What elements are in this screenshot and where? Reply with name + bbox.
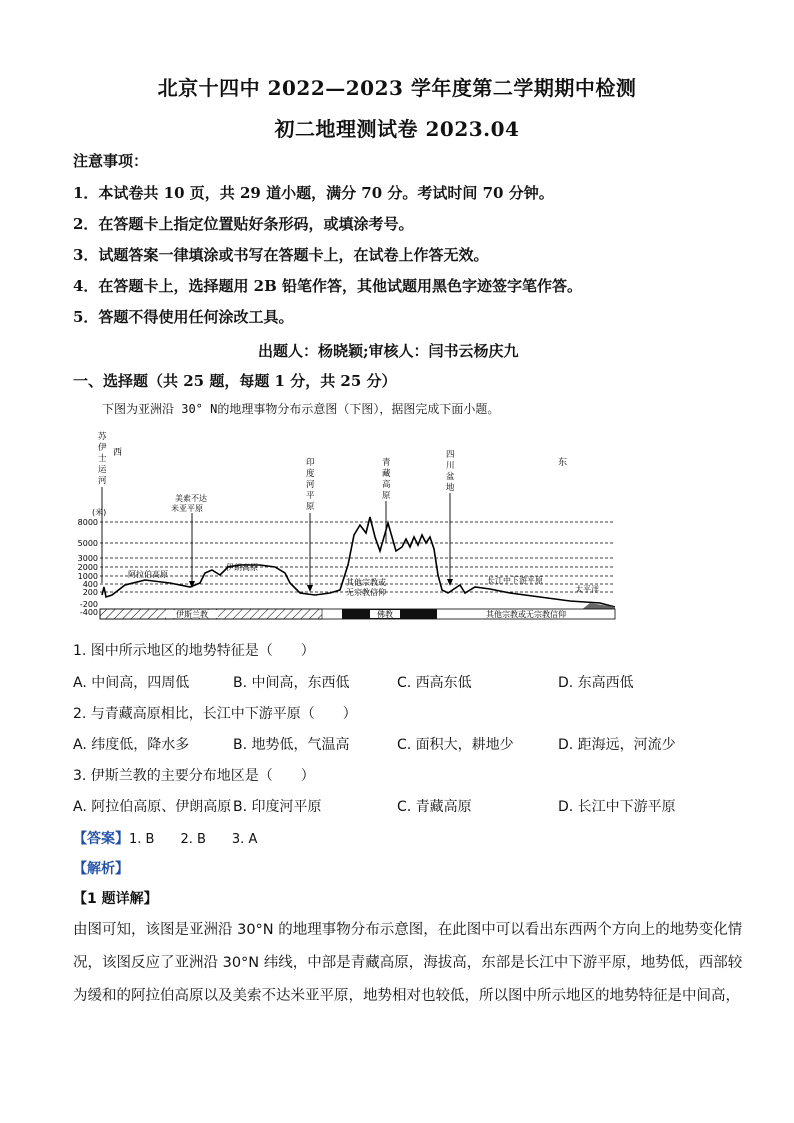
islam-label: 伊斯兰教 [176,610,208,619]
question-stem: 1. 图中所示地区的地势特征是（ ） [73,643,315,659]
svg-text:高: 高 [382,480,391,490]
indus-label [306,457,315,512]
exam-title: 北京十四中 2022—2023 学年度第二学期期中检测 [157,76,637,100]
y-tick: 1000 [77,572,98,581]
svg-text:原: 原 [382,491,391,501]
svg-text:四: 四 [446,450,455,460]
notice-heading: 注意事项： [73,152,149,170]
question-option[interactable]: D. 东高西低 [558,675,634,691]
notice-item: 4．在答题卡上，选择题用 2B 铅笔作答，其他试题用黑色字迹签字笔作答。 [73,277,582,295]
svg-text:青: 青 [382,458,391,468]
answer-line [73,828,257,848]
y-tick: 5000 [77,539,98,548]
detail-title: 【1 题详解】 [73,891,158,907]
analysis-tag: 【解析】 [73,861,129,877]
y-tick: -400 [79,608,98,617]
question-option[interactable]: B. 中间高，东西低 [233,675,350,691]
sichuan-label [446,450,455,493]
buddhism-label: 佛教 [377,610,393,619]
y-tick: 400 [82,580,98,589]
svg-text:地: 地 [446,483,455,493]
svg-text:士: 士 [98,454,107,464]
exam-subtitle: 初二地理测试卷 2023.04 [274,117,520,141]
explanation-line: 为缓和的阿拉伯高原以及美索不达米亚平原，地势相对也较低，所以图中所示地区的地势特征是中间高， [73,988,740,1004]
y-tick: 200 [82,588,98,597]
other-religion-bar-label: 其他宗教或无宗教信仰 [486,610,566,619]
svg-text:原: 原 [306,502,315,512]
west-label: 西 [113,448,123,458]
y-unit-label: (米) [92,508,107,517]
svg-text:盆: 盆 [446,472,455,482]
svg-text:河: 河 [306,480,315,490]
east-label: 东 [558,458,568,468]
arabian-label: 阿拉伯高原 [128,570,168,579]
other-religion-label: 无宗教信仰 [346,588,386,597]
mesopotamia-label: 美索不达 [175,494,207,503]
question-option[interactable]: A. 纬度低，降水多 [73,737,190,753]
notice-item: 1．本试卷共 10 页，共 29 道小题，满分 70 分。考试时间 70 分钟。 [73,184,554,202]
question-option[interactable]: C. 青藏高原 [397,799,472,815]
question-option[interactable]: B. 印度河平原 [233,799,322,815]
other-religion-label: 其他宗教或 [346,578,386,587]
answer-tag: 【答案】 [73,831,129,847]
question-option[interactable]: D. 距海远，河流少 [558,737,676,753]
y-tick: 2000 [77,563,98,572]
y-tick: 3000 [77,554,98,563]
question-option[interactable]: A. 中间高，四周低 [73,675,190,691]
terrain-profile-figure [70,425,630,625]
tibet-label [382,457,391,501]
svg-text:苏: 苏 [98,432,107,442]
iran-label: 伊朗高原 [226,563,258,572]
y-tick: -200 [79,600,98,609]
pacific-label: 太平洋 [575,585,599,594]
answer-text: 1. B 2. B 3. A [129,832,258,847]
question-stem: 3. 伊斯兰教的主要分布地区是（ ） [73,768,315,784]
section-title: 一、选择题（共 25 题，每题 1 分，共 25 分） [73,372,397,390]
authors-line: 出题人：杨晓颖;审核人：闫书云杨庆九 [258,342,519,360]
mesopotamia-label: 米亚平原 [171,504,203,513]
svg-text:运: 运 [98,465,107,475]
question-stem: 2. 与青藏高原相比，长江中下游平原（ ） [73,706,357,722]
question-option[interactable]: A. 阿拉伯高原、伊朗高原 [73,799,232,815]
suez-label [98,431,107,486]
figure-intro: 下图为亚洲沿 30° N的地理事物分布示意图（下图），据图完成下面小题。 [102,402,500,416]
explanation-line: 由图可知，该图是亚洲沿 30°N 的地理事物分布示意图，在此图中可以看出东西两个方向上的地势变化情 [73,922,743,938]
svg-text:度: 度 [306,469,315,479]
svg-text:川: 川 [446,461,455,471]
svg-text:印: 印 [306,458,315,468]
y-tick: 8000 [77,518,98,527]
svg-text:河: 河 [98,476,107,486]
svg-text:伊: 伊 [98,443,107,453]
question-option[interactable]: C. 西高东低 [397,675,472,691]
question-option[interactable]: D. 长江中下游平原 [558,799,676,815]
y-axis-ticks [78,518,98,617]
explanation-line: 况，该图反应了亚洲沿 30°N 纬线，中部是青藏高原，海拔高，东部是长江中下游平原，地势低，西部较 [73,955,743,971]
svg-text:平: 平 [306,491,315,501]
yangtze-label: 长江中下游平原 [487,576,543,585]
question-option[interactable]: B. 地势低，气温高 [233,737,350,753]
notice-item: 3．试题答案一律填涂或书写在答题卡上，在试卷上作答无效。 [73,246,489,264]
question-option[interactable]: C. 面积大，耕地少 [397,737,514,753]
notice-item: 2．在答题卡上指定位置贴好条形码，或填涂考号。 [73,215,414,233]
notice-item: 5．答题不得使用任何涂改工具。 [73,308,294,326]
svg-text:藏: 藏 [382,469,391,479]
